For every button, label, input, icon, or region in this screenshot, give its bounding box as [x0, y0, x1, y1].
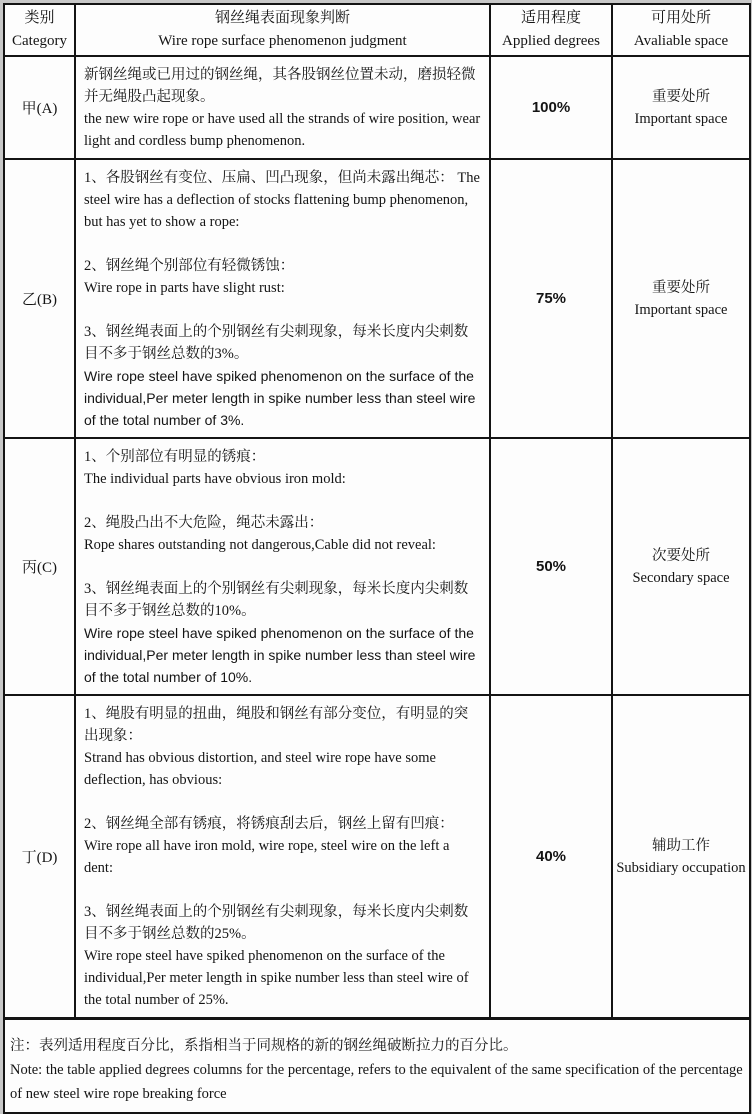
row-b-p2-en: Wire rope in parts have slight rust: [84, 280, 285, 296]
row-b-degree: 75% [490, 159, 612, 438]
header-degrees-zh: 适用程度 [520, 10, 581, 26]
row-a-space [612, 56, 750, 159]
row-b-paragraph-1 [84, 167, 481, 233]
row-d-p2-en: Wire rope all have iron mold, wire rope, steel wire on the left a dent: [84, 838, 450, 876]
row-c-p2-zh: 2、绳股凸出不大危险，绳芯未露出： [84, 515, 324, 531]
row-a-p1-zh: 新钢丝绳或已用过的钢丝绳，其各股钢丝位置未动，磨损轻微并无绳股凸起现象。 [84, 67, 476, 105]
header-degrees-en: Applied degrees [502, 33, 600, 49]
row-c-p1-en: The individual parts have obvious iron mold: [84, 471, 346, 487]
row-d-p1-zh: 1、绳股有明显的扭曲，绳股和钢丝有部分变位，有明显的突出现象： [84, 706, 469, 744]
header-category-en: Category [12, 33, 67, 49]
row-d-paragraph-3 [84, 901, 481, 1011]
row-c-p3-zh: 3、钢丝绳表面上的个别钢丝有尖刺现象，每米长度内尖刺数目不多于钢丝总数的10%。 [84, 581, 469, 619]
row-c-description [75, 438, 490, 695]
header-degrees [490, 4, 612, 56]
note-zh: 注：表列适用程度百分比，系指相当于同规格的新的钢丝绳破断拉力的百分比。 [10, 1038, 518, 1054]
row-b-category: 乙(B) [4, 159, 75, 438]
row-b-space-en: Important space [634, 301, 728, 318]
row-d-paragraph-1 [84, 703, 481, 791]
row-d-p1-en: Strand has obvious distortion, and steel wire rope have some deflection, has obvious: [84, 750, 436, 788]
row-b-p1-en: The steel wire has a deflection of stocks flattening bump phenomenon, but has yet to show a rope: [84, 170, 480, 230]
table-note-row [4, 1019, 750, 1114]
row-d-paragraph-2 [84, 813, 481, 879]
header-space-zh: 可用处所 [650, 10, 711, 26]
row-d-degree: 40% [490, 695, 612, 1019]
row-a-space-zh: 重要处所 [652, 88, 710, 105]
row-c-space-en: Secondary space [632, 569, 730, 586]
header-category [4, 4, 75, 56]
row-d-description [75, 695, 490, 1019]
row-c-category: 丙(C) [4, 438, 75, 695]
table-row-c [4, 438, 750, 695]
row-c-paragraph-2 [84, 512, 481, 556]
row-a-paragraph-1 [84, 64, 481, 152]
table-row-a [4, 56, 750, 159]
row-d-p2-zh: 2、钢丝绳全部有锈痕，将锈痕刮去后，钢丝上留有凹痕： [84, 816, 454, 832]
header-space-en: Avaliable space [633, 33, 729, 49]
header-category-zh: 类别 [24, 10, 55, 26]
row-c-space-zh: 次要处所 [652, 547, 710, 564]
row-d-p3-zh: 3、钢丝绳表面上的个别钢丝有尖刺现象，每米长度内尖刺数目不多于钢丝总数的25%。 [84, 904, 469, 942]
header-space [612, 4, 750, 56]
row-d-space-zh: 辅助工作 [652, 837, 710, 854]
row-a-category: 甲(A) [4, 56, 75, 159]
wire-rope-judgment-table [3, 3, 751, 1114]
row-c-degree: 50% [490, 438, 612, 695]
row-b-p3-en: Wire rope steel have spiked phenomenon on the surface of the individual,Per meter length in spike number less than steel wire of the total number of 3%. [84, 368, 476, 428]
table-header-row [4, 4, 750, 56]
row-a-degree: 100% [490, 56, 612, 159]
row-b-space [612, 159, 750, 438]
row-b-p1-zh: 1、各股钢丝有变位、压扁、凹凸现象，但尚未露出绳芯： [84, 170, 454, 186]
row-b-p3-zh: 3、钢丝绳表面上的个别钢丝有尖刺现象，每米长度内尖刺数目不多于钢丝总数的3%。 [84, 324, 469, 362]
row-d-category: 丁(D) [4, 695, 75, 1019]
row-a-description [75, 56, 490, 159]
row-c-paragraph-3 [84, 578, 481, 688]
row-d-space [612, 695, 750, 1019]
table-row-b [4, 159, 750, 438]
header-judgment [75, 4, 490, 56]
row-a-space-en: Important space [634, 110, 728, 127]
row-b-space-zh: 重要处所 [652, 279, 710, 296]
row-c-p3-en: Wire rope steel have spiked phenomenon on the surface of the individual,Per meter length in spike number less than steel wire of the total number of 10%. [84, 625, 476, 685]
table-row-d [4, 695, 750, 1019]
row-d-p3-en: Wire rope steel have spiked phenomenon on the surface of the individual,Per meter length in spike number less than steel wire of the total number of 25%. [84, 948, 469, 1008]
row-a-p1-en: the new wire rope or have used all the strands of wire position, wear light and cordless bump phenomenon. [84, 111, 481, 149]
row-c-paragraph-1 [84, 446, 481, 490]
note-cell [4, 1019, 750, 1114]
header-judgment-zh: 钢丝绳表面现象判断 [214, 10, 350, 26]
row-b-description [75, 159, 490, 438]
note-en: Note: the table applied degrees columns for the percentage, refers to the equivalent of the same specification of the percentage of new steel wire rope breaking force [10, 1062, 743, 1102]
row-c-space [612, 438, 750, 695]
row-d-space-en: Subsidiary occupation [616, 859, 746, 876]
header-judgment-en: Wire rope surface phenomenon judgment [158, 33, 407, 49]
row-c-p1-zh: 1、个别部位有明显的锈痕： [84, 449, 266, 465]
row-b-paragraph-2 [84, 255, 481, 299]
row-b-p2-zh: 2、钢丝绳个别部位有轻微锈蚀： [84, 258, 295, 274]
row-b-paragraph-3 [84, 321, 481, 431]
row-c-p2-en: Rope shares outstanding not dangerous,Cable did not reveal: [84, 537, 436, 553]
